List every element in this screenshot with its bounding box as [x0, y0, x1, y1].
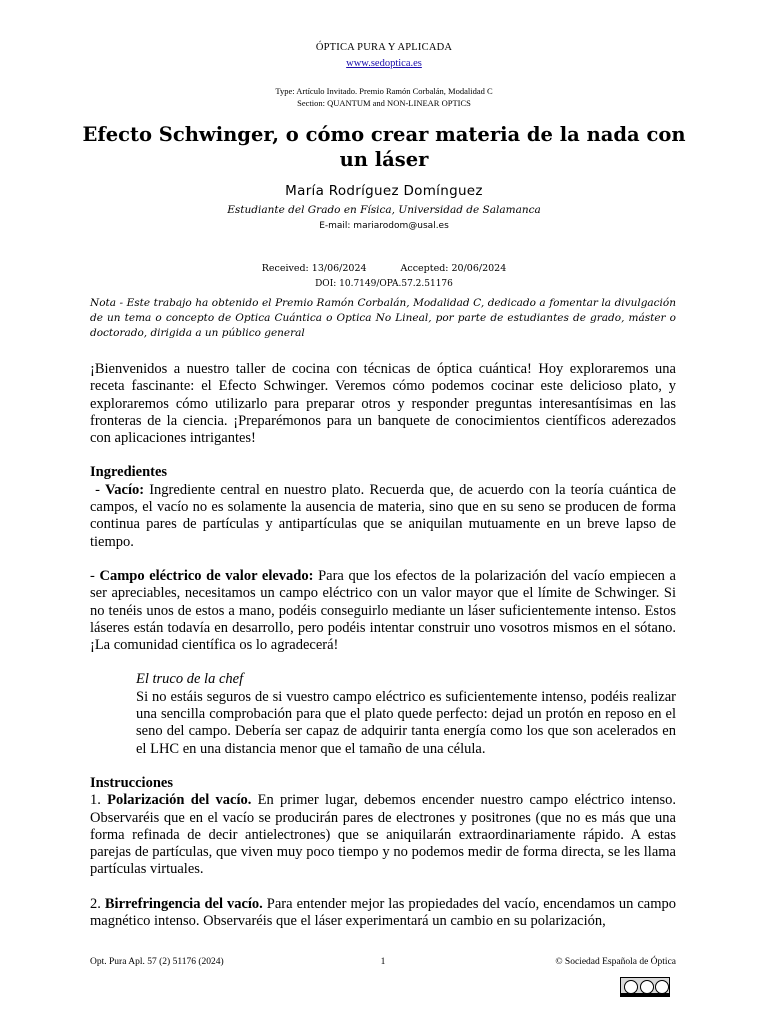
list-dash: -	[90, 567, 100, 584]
chef-tip-text: Si no estáis seguros de si vuestro campo eléctrico es suficientemente intenso, podéis realizar una sencilla comprobación para que el plato quede perfecto: dejad un protón en reposo en el seno del campo. Debería ser capaz de adquirir tanta energía como los que son acelerados en el LHC en una distancia menor que el tamaño de una célula.	[136, 688, 676, 757]
chef-tip-box	[136, 671, 676, 757]
article-body	[90, 361, 676, 930]
footer-citation: Opt. Pura Apl. 57 (2) 51176 (2024)	[90, 957, 224, 967]
ingredient-campo	[90, 568, 676, 654]
ingredient-label: Vacío:	[105, 481, 145, 498]
ingredient-label: Campo eléctrico de valor elevado:	[99, 567, 314, 584]
author-email: E-mail: mariarodom@usal.es	[319, 221, 449, 231]
article-title: Efecto Schwinger, o cómo crear materia de la nada con un láser	[82, 123, 686, 171]
ingredient-text: Para que los efectos de la polarización del vacío empiecen a ser apreciables, necesitamos un campo eléctrico con un valor mayor que el límite de Schwinger. Si no tenéis unos de estos a mano, podéis conseguirlo mediante un láser suficientemente intenso. Estos láseres están todavía en desarrollo, pero podéis intentar construir uno vosotros mismos en el sótano. ¡La comunidad científica os lo agradecerá!	[90, 567, 676, 654]
journal-name: ÓPTICA PURA Y APLICADA	[315, 42, 453, 53]
instruction-step-1	[90, 792, 676, 878]
step-text: Para entender mejor las propiedades del vacío, encendamos un campo magnético intenso. Observaréis que el láser experimentará un cambio en su polarización,	[90, 895, 676, 930]
list-dash: -	[90, 481, 106, 498]
cc-license-icon[interactable]	[620, 977, 670, 997]
chef-tip-title: El truco de la chef	[136, 671, 244, 688]
nc-nd-icon	[655, 980, 669, 994]
step-label: Birrefringencia del vacío.	[104, 895, 263, 912]
ingredient-vacio	[90, 482, 676, 551]
article-section: Section: QUANTUM and NON-LINEAR OPTICS	[297, 98, 471, 108]
author-affiliation: Estudiante del Grado en Física, Universidad de Salamanca	[227, 204, 541, 216]
badge-strip	[621, 993, 669, 996]
cc-icon	[624, 980, 638, 994]
journal-url-link[interactable]: www.sedoptica.es	[346, 58, 422, 69]
step-number: 1.	[90, 792, 108, 809]
instruction-step-2	[90, 896, 676, 931]
ingredients-heading: Ingredientes	[90, 464, 168, 481]
footer-copyright: © Sociedad Española de Óptica	[555, 957, 676, 967]
article-doi: DOI: 10.7149/OPA.57.2.51176	[315, 279, 453, 289]
instructions-heading: Instrucciones	[90, 774, 173, 791]
article-dates	[0, 263, 768, 274]
by-icon	[640, 980, 654, 994]
received-date: Received: 13/06/2024	[261, 263, 367, 274]
author-name: María Rodríguez Domínguez	[285, 183, 483, 199]
award-note: Nota - Este trabajo ha obtenido el Premio Ramón Corbalán, Modalidad C, dedicado a fomentar la divulgación de un tema o concepto de Optica Cuántica o Optica No Lineal, por parte de estudiantes de grado, máster o doctorado, dirigida a un público general	[90, 297, 676, 339]
step-text: En primer lugar, debemos encender nuestro campo eléctrico intenso. Observaréis que en el vacío se producirán pares de electrones y positrones (que no es más que una forma refinada de decir antielectrones) que se aniquilarán extraordinariamente rápido. A estas parejas de partículas, que viven muy poco tiempo y no podemos medir de forma directa, se les llama partículas virtuales.	[90, 792, 677, 878]
ingredient-text: Ingrediente central en nuestro plato. Recuerda que, de acuerdo con la teoría cuántica de campos, el vacío no es solamente la ausencia de materia, sino que en su seno se producen de forma continua pares de partículas y antipartículas que se aniquilan mutuamente en un breve lapso de tiempo.	[90, 481, 676, 550]
step-label: Polarización del vacío.	[107, 792, 252, 809]
intro-paragraph: ¡Bienvenidos a nuestro taller de cocina con técnicas de óptica cuántica! Hoy exploraremos una receta fascinante: el Efecto Schwinger. Veremos cómo podemos cocinar este delicioso plato, y exploraremos cómo utilizarlo para preparar otros y responder preguntas interesantísimas en las fronteras de la ciencia. ¡Preparémonos para un banquete de conocimientos científicos aderezados con aplicaciones intrigantes!	[90, 361, 676, 447]
article-meta	[0, 85, 768, 109]
accepted-date: Accepted: 20/06/2024	[400, 263, 507, 274]
page-number: 1	[380, 957, 386, 967]
step-number: 2.	[90, 895, 105, 912]
journal-header	[0, 42, 768, 71]
article-type: Type: Artículo Invitado. Premio Ramón Corbalán, Modalidad C	[275, 86, 493, 96]
